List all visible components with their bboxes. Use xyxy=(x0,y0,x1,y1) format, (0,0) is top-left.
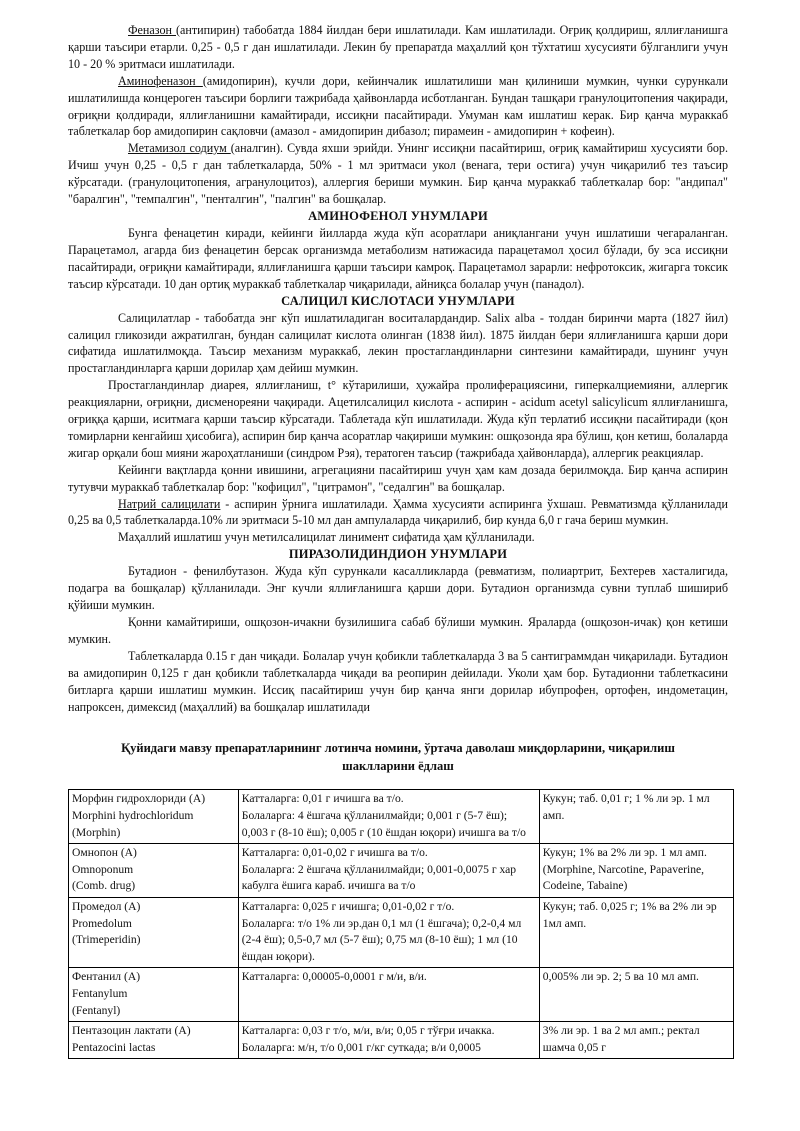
table-title xyxy=(68,739,728,775)
paragraph-aminofenol: Бунга фенацетин киради, кейинги йилларда жуда кўп асоратлари аниқлангани учун ишлатиши чегараланган. Парацетамол, агарда биз фенацетин берсак организмда метаболизм натижасида парацетамол ҳосил бўлади, бу эса иссиқни пасайтиради, оғриқни камайтиради, яллиғланишга қарши таъсири камроқ. Парацетамол зарарли: нефротоксик, жигарга токсик таъсир кўрсатади. 10 дан ортиқ мураккаб таблеткалар чиқарилади, айниқса болалар учун (панадол). xyxy=(68,225,728,291)
drug-name-fenazon: Феназон xyxy=(128,23,176,37)
paragraph-aminofenazon xyxy=(68,73,728,141)
table-row xyxy=(69,898,734,968)
dose-cell-line: Катталарга: 0,00005-0,0001 г м/и, в/и. xyxy=(241,970,427,984)
form-cell-line: Кукун; таб. 0,01 г; 1 % ли эр. 1 мл амп. xyxy=(542,792,710,823)
drug-name-cell xyxy=(69,1022,239,1059)
dose-cell-line: Болаларга: т/о 1% ли эр.дан 0,1 мл (1 ёшгача); 0,2-0,4 мл (2-4 ёш); 0,5-0,7 мл (5-7 ёш); 0,75 мл (8-10 ёш); 1 мл (10 ёшдан юқори). xyxy=(241,916,522,963)
form-cell xyxy=(539,1022,733,1059)
drug-name-cell-line: Morphini hydrochloridum xyxy=(72,809,194,823)
table-row xyxy=(69,968,734,1022)
section-heading-aminofenol: АМИНОФЕНОЛ УНУМЛАРИ xyxy=(308,208,488,223)
section-heading-pirazol: ПИРАЗОЛИДИНДИОН УНУМЛАРИ xyxy=(288,547,508,562)
paragraph-text: (антипирин) табобатда 1884 йилдан бери ишлатилади. Кам ишлатилади. Оғриқ қолдириш, яллиғланишга қарши таъсири етарли. 0,25 - 0,5 г дан ишлатилади. Лекин бу препаратда маҳаллий қон тўхтатиш хусусияти бўлганлиги учун 10 - 20 % эритмаси ишлатилади. xyxy=(68,23,729,71)
paragraph-mahalliy: Маҳаллий ишлатиш учун метилсалицилат линимент сифатида ҳам қўлланилади. xyxy=(118,530,535,545)
dose-cell-line: Катталарга: 0,03 г т/о, м/и, в/и; 0,05 г тўғри ичакка. xyxy=(241,1024,495,1038)
table-title-line: Қуйидаги мавзу препаратларининг лотинча номини, ўртача даволаш миқдорларини, чиқарилиш xyxy=(121,741,675,756)
form-cell xyxy=(539,790,733,844)
drug-name-cell-line: Fentanylum xyxy=(72,986,128,1000)
drug-name-cell xyxy=(69,898,239,968)
form-cell-line: Кукун; таб. 0,025 г; 1% ва 2% ли эр 1мл амп. xyxy=(542,900,717,930)
paragraph-salitsil-2: Простагландинлар диарея, яллиғланиш, t° кўтарилиши, ҳужайра пролиферациясини, гиперкалциемияни, аллергик реакцияларни, оғриқни, дисменореяни чақиради. Ацетилсалицил кислота - аспирин - acidum acetyl salicylicum яллиғланишга, оғриққа қарши, иситмага қарши таъсир кўрсатади. Таблетада кўп ишлатилади. Жуда кўп терлатиб иссиқни пасайтиради (қон томирларни кенгайиш ҳисобига), аспирин бир қанча асоратлар чақириши мумкин: ошқозонда яра бўлиш, қон кетиш, болаларда жигар орқали бош мияни жароҳатланиши (синдром Рэя), тератоген таъсир (тажрибада ҳайвонларда), аллергик реакциялар. xyxy=(68,378,728,460)
drug-name-cell-line: Промедол (А) xyxy=(72,900,141,913)
paragraph-butadion-1: Бутадион - фенилбутазон. Жуда кўп сурункали касалликларда (ревматизм, полиартрит, Бехтерев хасталигида, подагра ва бошқалар) қўлланилади. Энг кучли яллиғланишга қарши дори. Бутадион организмда сувни туплаб шишириб қўйиши мумкин. xyxy=(68,564,728,613)
drug-name-natriy: Натрий салицилати xyxy=(118,496,221,511)
dose-cell-line: Болаларга: 4 ёшгача қўлланилмайди; 0,001 г (5-7 ёш); 0,003 г (8-10 ёш); 0,005 г (10 ёшдан юқори) ичишга ва т/о xyxy=(241,809,526,839)
dose-cell-line: Катталарга: 0,025 г ичишга; 0,01-0,02 г т/о. xyxy=(241,900,455,913)
table-row xyxy=(69,1022,734,1059)
drug-name-metamizol: Метамизол содиум xyxy=(128,141,231,156)
table-row xyxy=(69,844,734,898)
dose-cell xyxy=(238,898,539,968)
paragraph-butadion-3: Таблеткаларда 0.15 г дан чиқади. Болалар учун қобикли таблеткаларда 3 ва 5 сантиграммдан чиқарилади. Бутадион ва амидопирин 0,125 г дан қобикли таблеткаларда чиқади ва реопирин дейилади. Уколи ҳам бор. Бутадионни таблеткасини битларга қарши ишлатиш мумкин. Иссиқ пасайтириш учун бир қанча янги дорилар ибупрофен, ортофен, индометацин, напроксен, димексид (маҳаллий) ва бошқалар ишлатилади xyxy=(68,648,728,714)
paragraph-natriy xyxy=(68,496,728,530)
dose-cell-line: Катталарга: 0,01 г ичишга ва т/о. xyxy=(241,792,404,806)
form-cell-line: Кукун; 1% ва 2% ли эр. 1 мл амп. (Morphine, Narcotine, Papaverine, Codeine, Tabaine) xyxy=(542,846,707,893)
drug-name-cell-line: Pentazocini lactas xyxy=(72,1040,156,1054)
drug-name-cell-line: (Morphin) xyxy=(72,825,121,839)
form-cell xyxy=(539,968,733,1022)
drug-name-cell xyxy=(69,968,239,1022)
dose-cell xyxy=(238,790,539,844)
table-row xyxy=(69,790,734,844)
dose-cell-line: Болаларга: 2 ёшгача қўлланилмайди; 0,001-0,0075 г хар кабулга ёшига караб. ичишга ва т/о xyxy=(241,862,517,893)
drug-name-cell-line: Морфин гидрохлориди (А) xyxy=(72,792,206,806)
drug-name-cell-line: (Trimeperidin) xyxy=(72,933,141,947)
paragraph-text: - аспирин ўрнига ишлатилади. Ҳамма хусусияти аспиринга ўхшаш. Ревматизмда қўлланилади 0,25 ва 0,5 таблеткаларда.10% ли эритмаси 5-10 мл дан ампулаларда чиқарилиб, бир кунда 6,0 г гача бериш мумкин. xyxy=(68,496,728,528)
drug-name-aminofenazon: Аминофеназон xyxy=(118,73,203,88)
document-page xyxy=(68,22,728,1059)
dose-cell xyxy=(238,1022,539,1059)
drug-name-cell xyxy=(69,844,239,898)
dose-cell-line: Катталарга: 0,01-0,02 г ичишга ва т/о. xyxy=(241,846,428,860)
dose-cell xyxy=(238,968,539,1022)
drug-name-cell-line: Promedolum xyxy=(72,916,132,930)
drug-name-cell-line: Омнопон (А) xyxy=(72,846,137,860)
section-heading-salitsil: САЛИЦИЛ КИСЛОТАСИ УНУМЛАРИ xyxy=(281,293,515,308)
dose-cell-line: Болаларга: м/н, т/о 0,001 г/кг суткада; в/и 0,0005 xyxy=(241,1040,481,1054)
drug-table xyxy=(68,789,734,1059)
form-cell-line: 3% ли эр. 1 ва 2 мл амп.; ректал шамча 0,05 г xyxy=(542,1024,700,1054)
form-cell xyxy=(539,844,733,898)
paragraph-salitsil-3: Кейинги вақтларда қонни ивишини, агрегацияни пасайтириш учун ҳам кам дозада берилмоқда. Бир қанча аспирин тутувчи мураккаб таблеткалар бор: "кофицил", "цитрамон", "седалгин" ва бошқалар. xyxy=(68,462,728,494)
paragraph-text: (амидопирин), кучли дори, кейинчалик ишлатилиши ман қилиниши мумкин, чунки сурункали ишлатилишда концероген таъсири борлиги тажрибада ҳайвонларда исботланган. Бундан ташқари гранулоцитопения чақиради, оғриқни қолдиради, яллиғланишни камайтиради, иссиқни пасайтиради. Умуман кам ишлатиш керак. Бир қанча мураккаб таблеткалар бор амидопирин сақловчи (амазол - амидопирин дибазол; пирамеин - амидопирин + кофеин). xyxy=(68,73,728,139)
drug-name-cell-line: (Fentanyl) xyxy=(72,1003,121,1017)
drug-name-cell xyxy=(69,790,239,844)
paragraph-butadion-2: Қонни камайтириши, ошқозон-ичакни бузилишига сабаб бўлиши мумкин. Яраларда (ошқозон-ичак) қон кетиши мумкин. xyxy=(68,615,728,646)
drug-table-body xyxy=(69,790,734,1059)
paragraph-fenazon xyxy=(68,22,728,73)
paragraph-metamizol xyxy=(68,140,728,208)
dose-cell xyxy=(238,844,539,898)
paragraph-salitsil-1: Салицилатлар - табобатда энг кўп ишлатиладиган воситалардандир. Salix alba - толдан биринчи марта (1827 йил) салицил гликозиди ажратилган, бундан салицилат кислота олинган (1838 йил). 1875 йилдан бери яллиғланишга қарши дори сифатида ишлатилмоқда. Таъсир механизм мураккаб, лекин простагландинларни синтезини камайтиради, шунинг учун простагландинларга қарши дорилар ҳам дейиш мумкин. xyxy=(68,310,728,376)
drug-name-cell-line: (Comb. drug) xyxy=(72,879,136,893)
drug-name-cell-line: Пентазоцин лактати (А) xyxy=(72,1024,191,1038)
drug-name-cell-line: Фентанил (А) xyxy=(72,970,141,984)
paragraph-text: (аналгин). Сувда яхши эрийди. Унинг иссиқни пасайтириш, оғриқ камайтириш хусусияти бор. Ичиш учун 0,25 - 0,5 г дан таблеткаларда, 50% - 1 мл эритмаси укол (венага, тери остига) учун чиқарилиб тез таъсир кўрсатади. (гранулоцитопения, агранулоцитоз), аллергия бериши мумкин. Бир қанча мураккаб таблеткалар бор: "андипал" "баралгин", "темпалгин", "пенталгин", "палгин" ва бошқалар. xyxy=(68,141,728,207)
form-cell-line: 0,005% ли эр. 2; 5 ва 10 мл амп. xyxy=(542,970,699,984)
form-cell xyxy=(539,898,733,968)
drug-name-cell-line: Omnoponum xyxy=(72,862,134,876)
table-title-line: шаклларини ёдлаш xyxy=(342,759,454,774)
